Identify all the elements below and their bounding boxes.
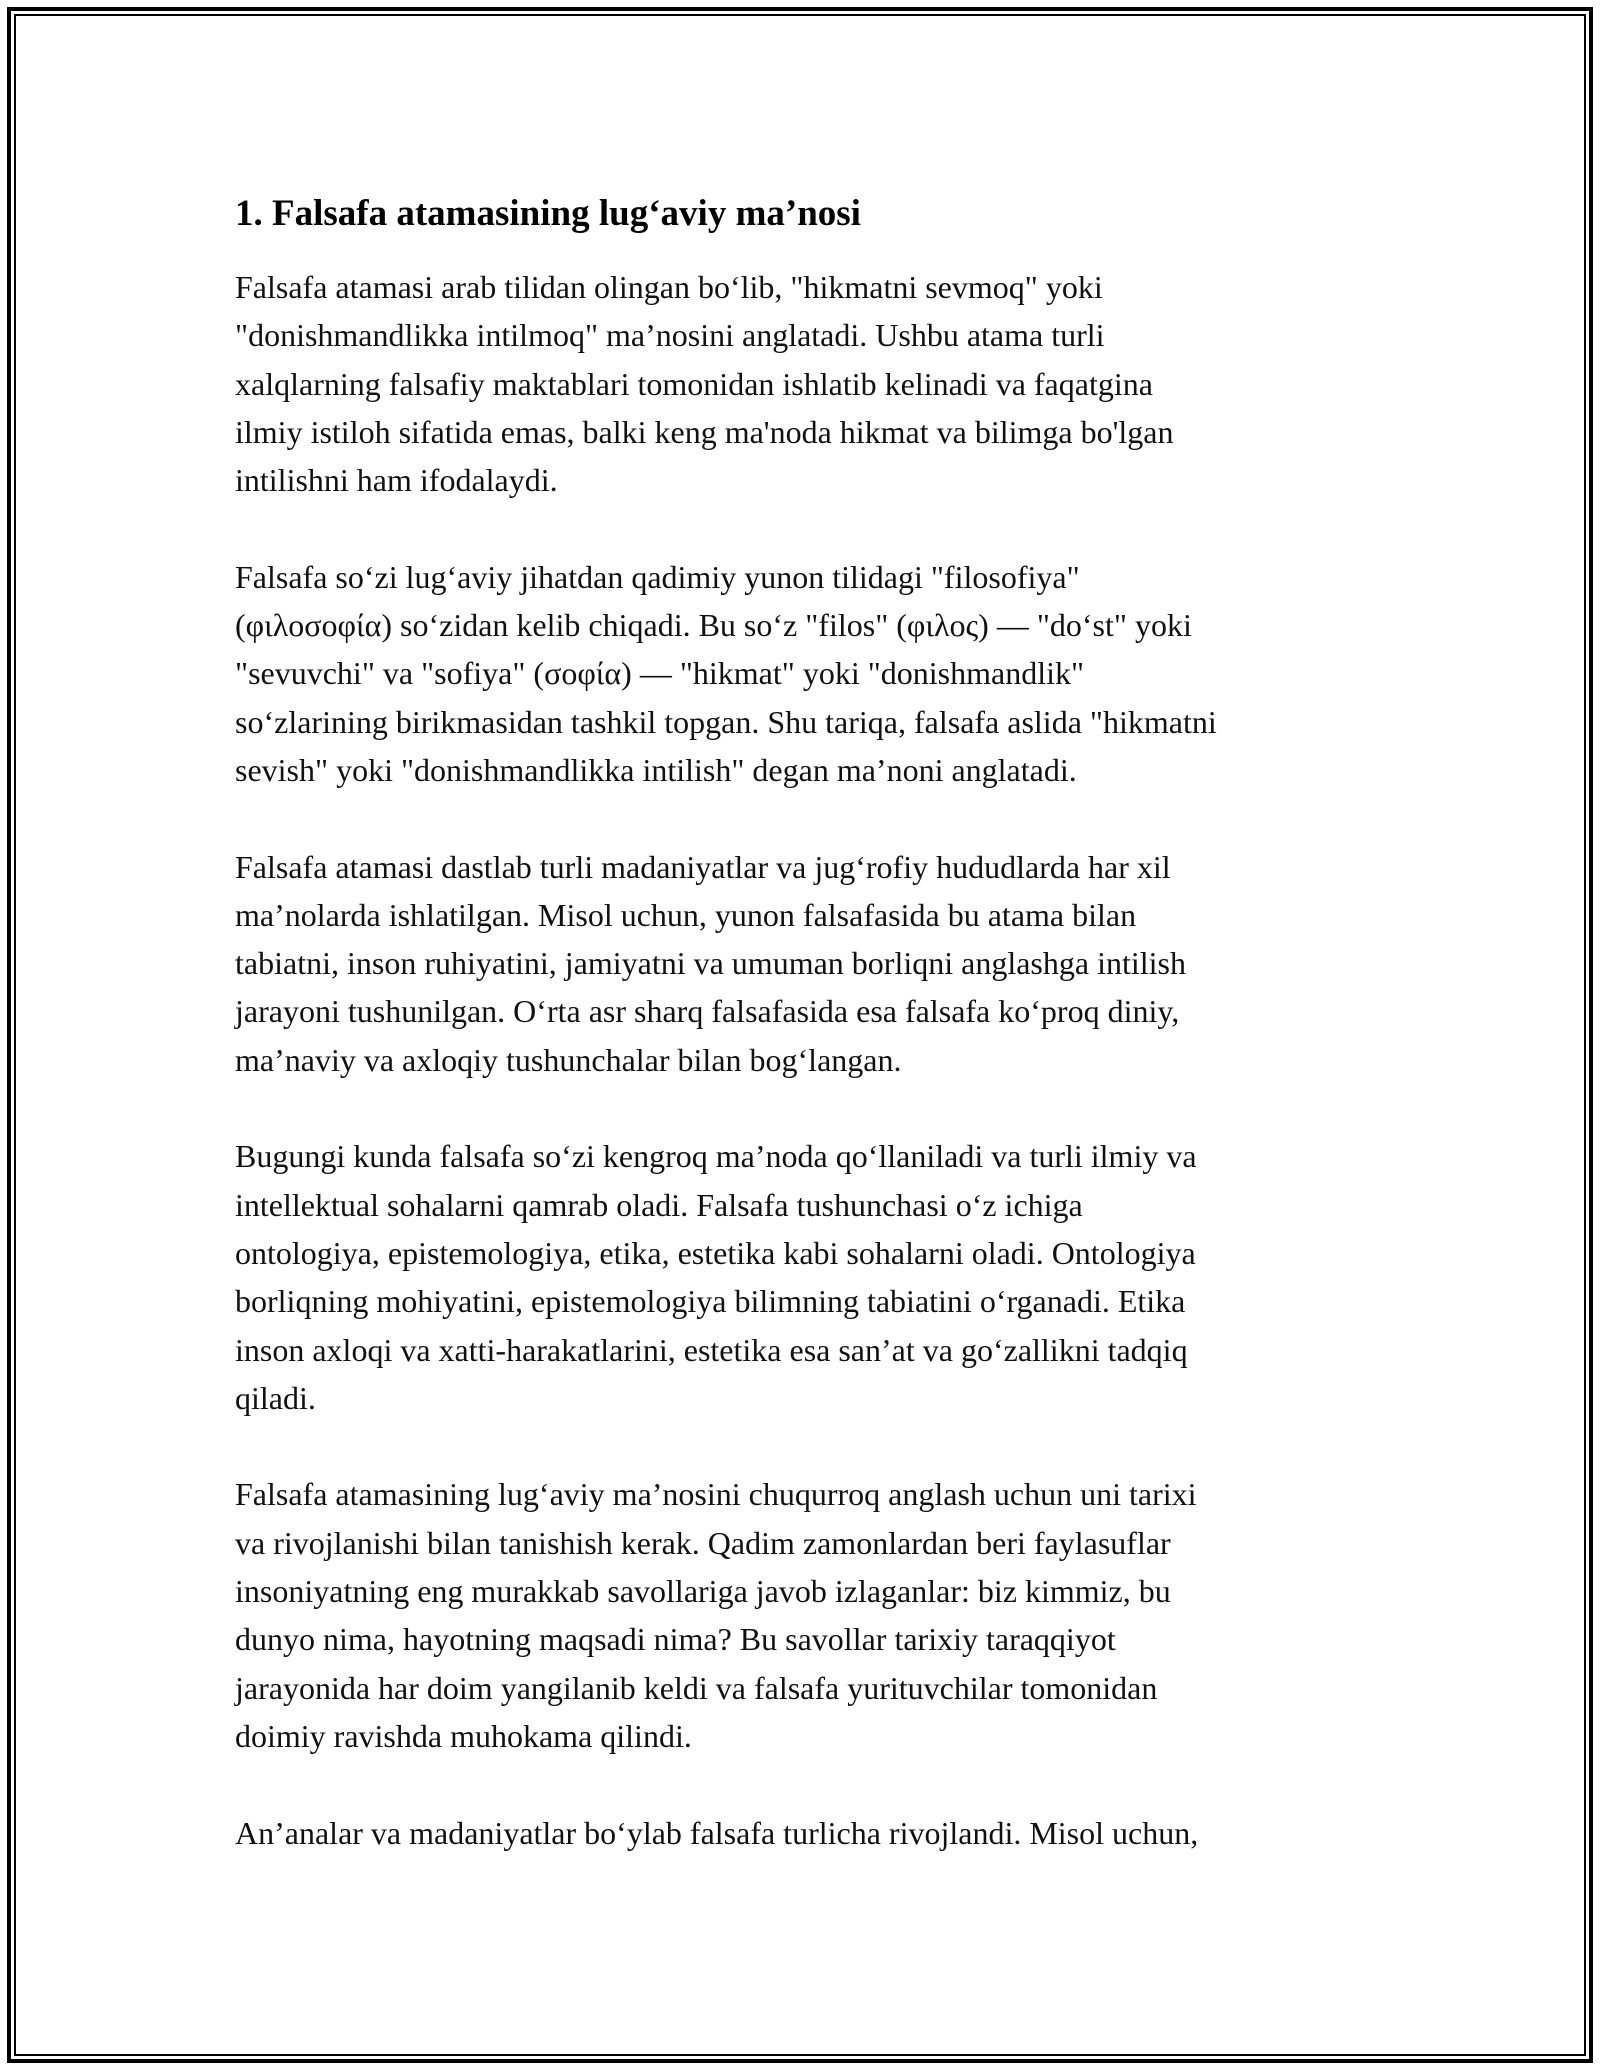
paragraph-line: ma’nolarda ishlatilgan. Misol uchun, yunon falsafasida bu atama bilan (235, 896, 1137, 933)
paragraph-line: ontologiya, epistemologiya, etika, estetika kabi sohalarni oladi. Ontologiya (235, 1234, 1196, 1271)
paragraph-3 (235, 843, 1385, 1084)
paragraph-line: jarayoni tushunilgan. O‘rta asr sharq falsafasida esa falsafa ko‘proq diniy, (235, 993, 1180, 1030)
paragraph-line: sevish" yoki "donishmandlikka intilish" degan ma’noni anglatadi. (235, 751, 1077, 788)
paragraph-1 (235, 263, 1385, 504)
paragraph-line: Bugungi kunda falsafa so‘zi kengroq ma’noda qo‘llaniladi va turli ilmiy va (235, 1138, 1197, 1175)
paragraph-line: doimiy ravishda muhokama qilindi. (235, 1717, 692, 1754)
paragraph-line: intilishni ham ifodalaydi. (235, 462, 558, 499)
paragraph-line: borliqning mohiyatini, epistemologiya bilimning tabiatini o‘rganadi. Etika (235, 1283, 1186, 1320)
paragraph-line: Falsafa so‘zi lug‘aviy jihatdan qadimiy yunon tilidagi "filosofiya" (235, 558, 1080, 595)
document-body (235, 185, 1385, 1905)
paragraph-line: qiladi. (235, 1379, 316, 1416)
paragraph-4 (235, 1132, 1385, 1422)
paragraph-line: insoniyatning eng murakkab savollariga javob izlaganlar: biz kimmiz, bu (235, 1573, 1171, 1610)
paragraph-line: An’analar va madaniyatlar bo‘ylab falsafa turlicha rivojlandi. Misol uchun, (235, 1814, 1199, 1851)
paragraph-line: "sevuvchi" va "sofiya" (σοφία) — "hikmat" yoki "donishmandlik" (235, 655, 1085, 692)
paragraph-line: Falsafa atamasi dastlab turli madaniyatlar va jug‘rofiy hududlarda har xil (235, 848, 1171, 885)
paragraph-line: tabiatni, inson ruhiyatini, jamiyatni va umuman borliqni anglashga intilish (235, 945, 1186, 982)
paragraph-5 (235, 1470, 1385, 1760)
paragraph-line: (φιλοσοφία) so‘zidan kelib chiqadi. Bu so‘z "filos" (φιλος) — "do‘st" yoki (235, 607, 1192, 644)
paragraph-line: jarayonida har doim yangilanib keldi va falsafa yurituvchilar tomonidan (235, 1669, 1158, 1706)
paragraph-line: va rivojlanishi bilan tanishish kerak. Qadim zamonlardan beri faylasuflar (235, 1524, 1171, 1561)
paragraph-line: xalqlarning falsafiy maktablari tomonidan ishlatib kelinadi va faqatgina (235, 365, 1153, 402)
paragraph-line: ma’naviy va axloqiy tushunchalar bilan bog‘langan. (235, 1041, 902, 1078)
paragraph-line: "donishmandlikka intilmoq" ma’nosini anglatadi. Ushbu atama turli (235, 317, 1105, 354)
paragraph-line: intellektual sohalarni qamrab oladi. Falsafa tushunchasi o‘z ichiga (235, 1186, 1083, 1223)
paragraph-6 (235, 1809, 1385, 1857)
paragraph-line: Falsafa atamasi arab tilidan olingan bo‘lib, "hikmatni sevmoq" yoki (235, 269, 1103, 305)
paragraph-2 (235, 553, 1385, 794)
section-heading: 1. Falsafa atamasining lug‘aviy ma’nosi (235, 193, 861, 234)
paragraph-line: ilmiy istiloh sifatida emas, balki keng ma'noda hikmat va bilimga bo'lgan (235, 413, 1174, 450)
paragraph-line: Falsafa atamasining lug‘aviy ma’nosini chuqurroq anglash uchun uni tarixi (235, 1476, 1197, 1513)
paragraph-line: dunyo nima, hayotning maqsadi nima? Bu savollar tarixiy taraqqiyot (235, 1621, 1116, 1658)
paragraph-line: inson axloqi va xatti-harakatlarini, estetika esa san’at va go‘zallikni tadqiq (235, 1331, 1188, 1368)
paragraph-line: so‘zlarining birikmasidan tashkil topgan. Shu tariqa, falsafa aslida "hikmatni (235, 703, 1217, 740)
